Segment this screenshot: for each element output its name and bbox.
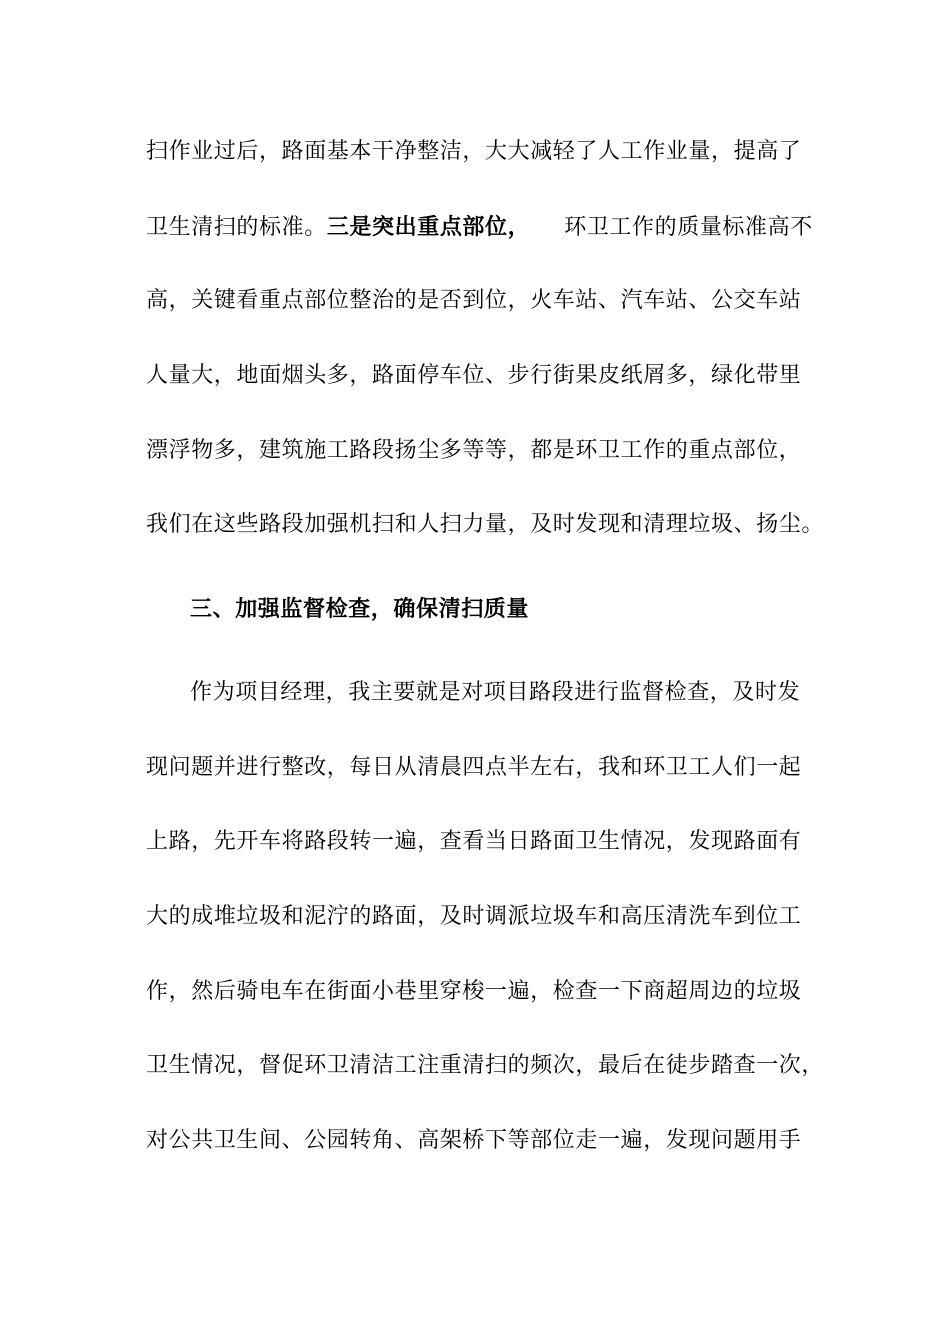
- paragraph-2-line-5: 作，然后骑电车在街面小巷里穿梭一遍，检查一下商超周边的垃圾: [146, 979, 802, 1004]
- paragraph-1-line-4: 人量大，地面烟头多，路面停车位、步行街果皮纸屑多，绿化带里: [146, 363, 802, 388]
- paragraph-1-line-6: 我们在这些路段加强机扫和人扫力量，及时发现和清理垃圾、扬尘。: [146, 512, 825, 537]
- paragraph-1-line-2-prefix: 卫生清扫的标准。: [146, 215, 327, 240]
- paragraph-2-line-6: 卫生情况，督促环卫清洁工注重清扫的频次，最后在徒步踏查一次，: [146, 1053, 825, 1078]
- paragraph-2-line-1: 作为项目经理，我主要就是对项目路段进行监督检查，及时发: [190, 680, 801, 705]
- section-heading: 三、加强监督检查，确保清扫质量: [190, 596, 530, 622]
- paragraph-2-line-4: 大的成堆垃圾和泥泞的路面，及时调派垃圾车和高压清洗车到位工: [146, 904, 802, 929]
- paragraph-1-line-1: 扫作业过后，路面基本干净整洁，大大减轻了人工作业量，提高了: [146, 139, 802, 164]
- paragraph-1-emphasis: 三是突出重点部位，: [326, 214, 531, 240]
- paragraph-2-line-2: 现问题并进行整改，每日从清晨四点半左右，我和环卫工人们一起: [146, 755, 802, 780]
- paragraph-1-line-3: 高，关键看重点部位整治的是否到位，火车站、汽车站、公交车站: [146, 288, 802, 313]
- paragraph-2-line-3: 上路，先开车将路段转一遍，查看当日路面卫生情况，发现路面有: [146, 829, 802, 854]
- paragraph-1-line-5: 漂浮物多，建筑施工路段扬尘多等等，都是环卫工作的重点部位，: [146, 438, 802, 463]
- paragraph-1-line-2-suffix: 环卫工作的质量标准高不: [564, 215, 813, 240]
- paragraph-1-line-2: [146, 212, 813, 243]
- paragraph-2-line-7: 对公共卫生间、公园转角、高架桥下等部位走一遍，发现问题用手: [146, 1128, 802, 1153]
